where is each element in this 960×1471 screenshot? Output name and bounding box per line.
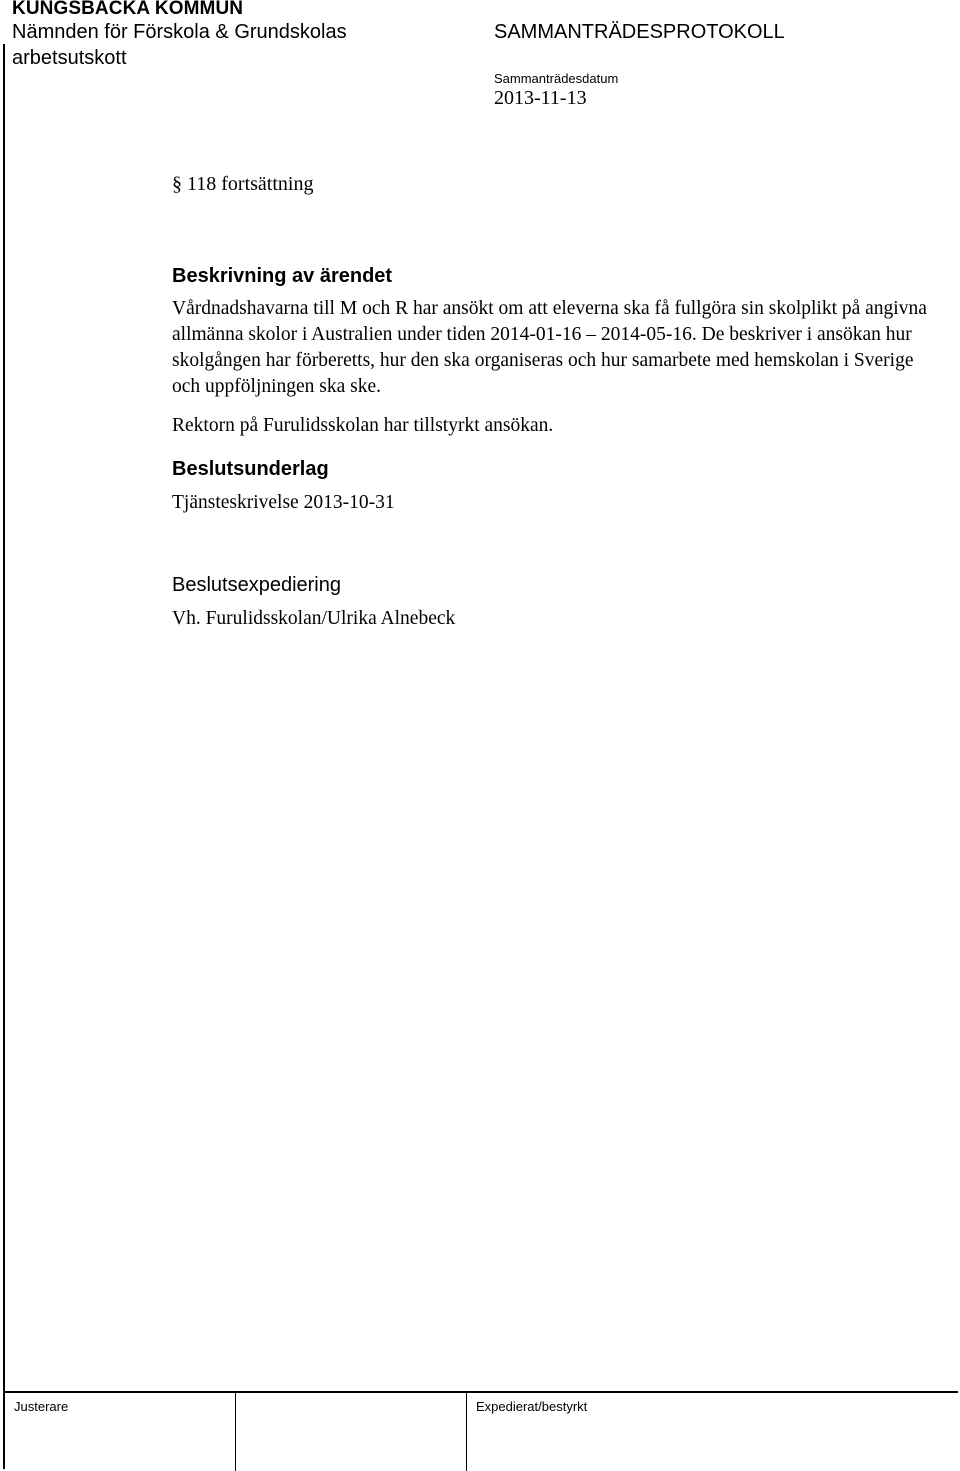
description-paragraph: Vårdnadshavarna till M och R har ansökt om att eleverna ska få fullgöra sin skolplikt på angivna allmänna skolor i Australien under tiden 2014-01-16 – 2014-05-16. De beskriver i ansökan hur skolgången har förberetts, hur den ska organiseras och hur samarbete med hemskolan i Sverige och uppföljningen ska ske. <box>172 298 927 397</box>
decision-basis-heading: Beslutsunderlag <box>172 458 329 480</box>
document-type: SAMMANTRÄDESPROTOKOLL <box>494 21 785 43</box>
footer-column-divider <box>466 1393 467 1471</box>
meeting-date-label: Sammanträdesdatum <box>494 71 619 86</box>
decision-expedition-heading: Beslutsexpediering <box>172 574 341 596</box>
description-paragraph-2: Rektorn på Furulidsskolan har tillstyrkt ansökan. <box>172 415 554 436</box>
organization-name: KUNGSBACKA KOMMUN <box>12 0 244 19</box>
committee-name-line2: arbetsutskott <box>12 47 127 69</box>
committee-name-line1: Nämnden för Förskola & Grundskolas <box>12 21 347 43</box>
decision-expedition-item: Vh. Furulidsskolan/Ulrika Alnebeck <box>172 608 456 629</box>
description-heading: Beskrivning av ärendet <box>172 265 393 287</box>
page-left-border <box>3 44 5 1469</box>
section-heading: § 118 fortsättning <box>172 173 314 195</box>
signature-footer <box>4 1391 958 1471</box>
decision-basis-item: Tjänsteskrivelse 2013-10-31 <box>172 492 395 513</box>
justerare-label: Justerare <box>14 1399 69 1414</box>
expedierat-label: Expedierat/bestyrkt <box>476 1399 588 1414</box>
meeting-date: 2013-11-13 <box>494 87 587 109</box>
footer-column-divider <box>235 1393 236 1471</box>
